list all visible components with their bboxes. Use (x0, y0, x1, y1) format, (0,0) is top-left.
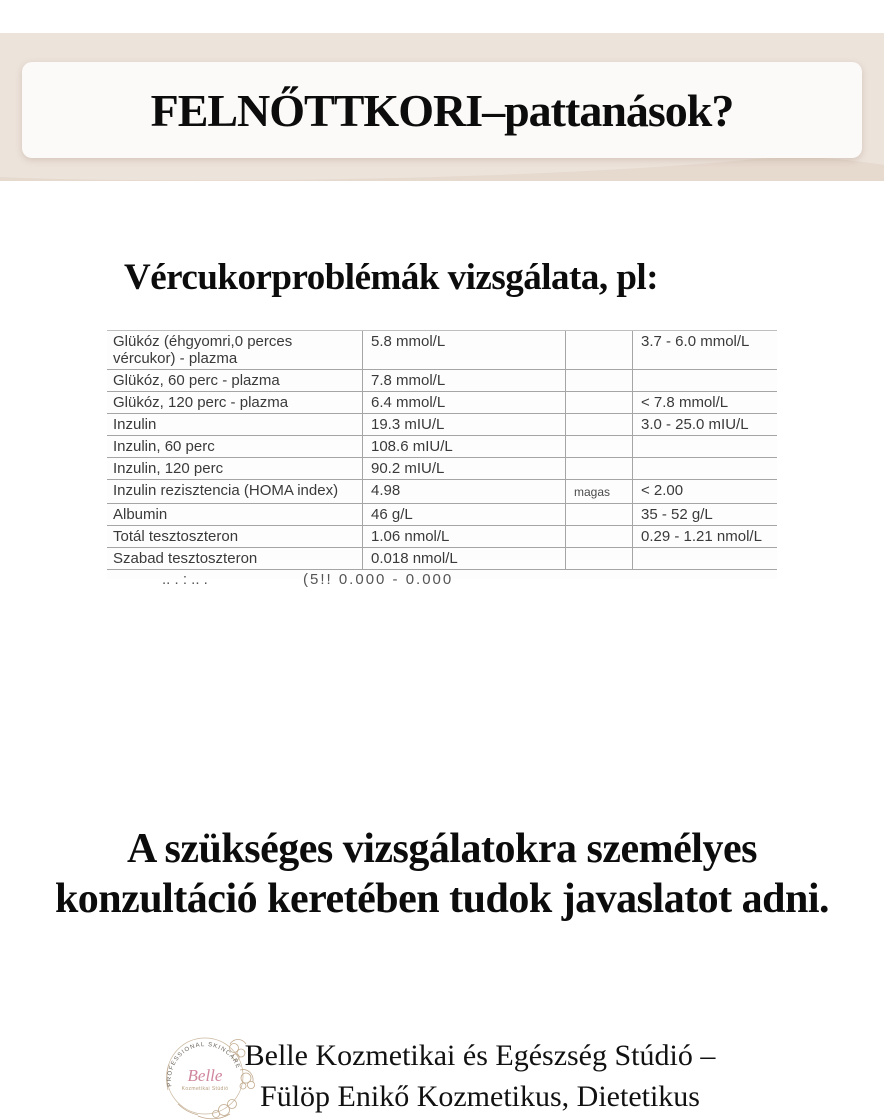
cell-test-name: Glükóz (éhgyomri,0 perces vércukor) - plazma (113, 333, 293, 367)
cell-reference-range (632, 548, 777, 569)
cell-result-value: 108.6 mIU/L (362, 436, 565, 457)
cell-result-value: 90.2 mIU/L (362, 458, 565, 479)
cell-reference-range (632, 370, 777, 391)
cell-result-value: 19.3 mIU/L (362, 414, 565, 435)
title-box (22, 62, 862, 158)
table-row (107, 392, 777, 414)
cell-reference-range (632, 458, 777, 479)
cell-reference-range: 3.0 - 25.0 mIU/L (632, 414, 777, 435)
cell-test-name: Inzulin rezisztencia (HOMA index) (113, 482, 339, 499)
logo-wordmark: Belle (187, 1066, 223, 1085)
cell-result-value: 6.4 mmol/L (362, 392, 565, 413)
cell-reference-range (632, 436, 777, 457)
clipped-text-fragment: .. . : .. . (162, 571, 208, 588)
table-row (107, 458, 777, 480)
table-row (107, 331, 777, 370)
cell-test-name: Glükóz, 120 perc - plazma (113, 394, 289, 411)
logo-subtitle: Kozmetikai Stúdió (181, 1086, 229, 1092)
cell-reference-range: 3.7 - 6.0 mmol/L (632, 331, 777, 369)
cell-flag (565, 504, 632, 525)
table-clipped-row (107, 570, 777, 588)
footer-line-1: Belle Kozmetikai és Egészség Stúdió – (244, 1039, 716, 1072)
table-row (107, 548, 777, 570)
cell-test-name: Szabad tesztoszteron (113, 550, 258, 567)
cell-reference-range: 35 - 52 g/L (632, 504, 777, 525)
table-row (107, 414, 777, 436)
cell-result-value: 46 g/L (362, 504, 565, 525)
consultation-message (0, 824, 884, 924)
logo-arc-text: PROFESSIONAL SKINCARE (166, 1041, 242, 1087)
footer-studio-text (240, 1035, 720, 1117)
cell-test-name: Albumin (113, 506, 168, 523)
cell-result-value: 5.8 mmol/L (362, 331, 565, 369)
cell-flag (565, 414, 632, 435)
cell-test-name: Inzulin, 60 perc (113, 438, 215, 455)
cell-result-value: 1.06 nmol/L (362, 526, 565, 547)
page-title: FELNŐTTKORI–pattanások? (150, 84, 734, 136)
cell-flag (565, 436, 632, 457)
cell-test-name: Inzulin (113, 416, 157, 433)
cell-flag: magas (565, 480, 632, 503)
table-row (107, 370, 777, 392)
table-row (107, 436, 777, 458)
cell-flag (565, 526, 632, 547)
lab-results-table (107, 330, 777, 588)
header-band (0, 33, 884, 181)
cell-flag (565, 331, 632, 369)
cell-flag (565, 458, 632, 479)
cell-flag (565, 548, 632, 569)
table-row (107, 480, 777, 504)
message-line-1: A szükséges vizsgálatokra személyes (127, 826, 757, 872)
table-row (107, 526, 777, 548)
cell-test-name: Glükóz, 60 perc - plazma (113, 372, 280, 389)
cell-flag (565, 370, 632, 391)
cell-result-value: 7.8 mmol/L (362, 370, 565, 391)
subtitle: Vércukorproblémák vizsgálata, pl: (124, 257, 659, 298)
cell-test-name: Totál tesztoszteron (113, 528, 239, 545)
cell-test-name: Inzulin, 120 perc (113, 460, 224, 477)
clipped-text-fragment: (5!! 0.000 - 0.000 (303, 571, 454, 588)
message-line-2: konzultáció keretében tudok javaslatot adni. (54, 876, 830, 922)
cell-result-value: 4.98 (362, 480, 565, 503)
cell-reference-range: < 2.00 (632, 480, 777, 503)
cell-flag (565, 392, 632, 413)
table-row (107, 504, 777, 526)
footer-line-2: Fülöp Enikő Kozmetikus, Dietetikus (260, 1080, 700, 1113)
cell-result-value: 0.018 nmol/L (362, 548, 565, 569)
cell-reference-range: 0.29 - 1.21 nmol/L (632, 526, 777, 547)
cell-reference-range: < 7.8 mmol/L (632, 392, 777, 413)
